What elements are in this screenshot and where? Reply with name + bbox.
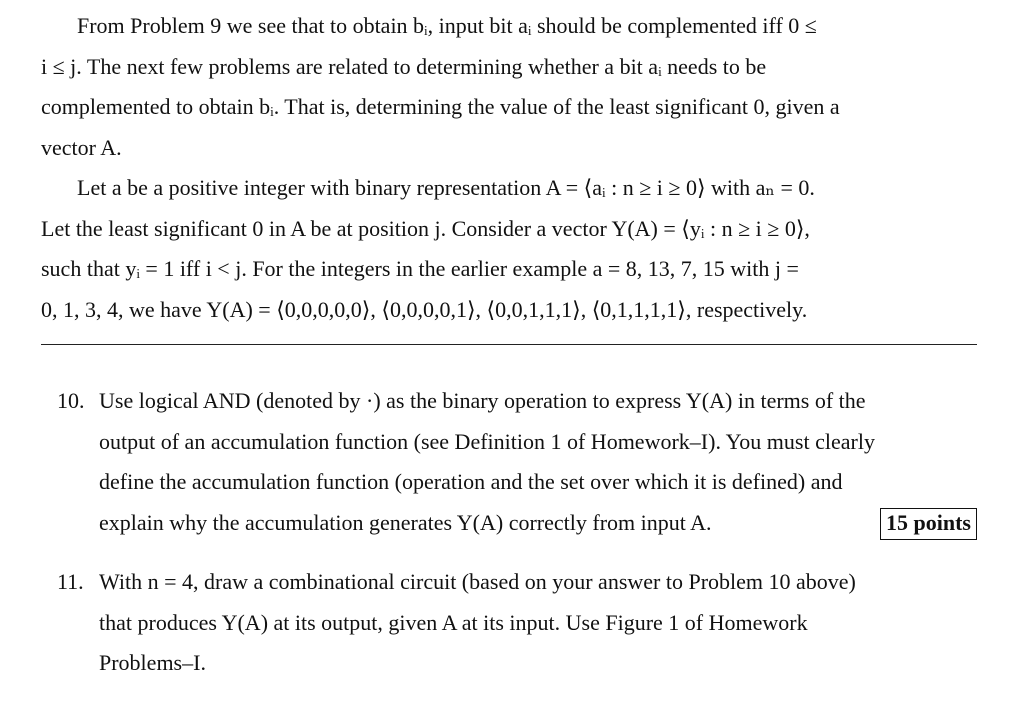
- points-badge: 15 points: [880, 508, 977, 540]
- text-line-with-points: [99, 503, 977, 544]
- text-line: explain why the accumulation generates Y(A) correctly from input A.: [99, 509, 712, 535]
- text-line: 0, 1, 3, 4, we have Y(A) = ⟨0,0,0,0,0⟩, ⟨0,0,0,0,1⟩, ⟨0,0,1,1,1⟩, ⟨0,1,1,1,1⟩, respectively.: [41, 296, 808, 322]
- text-line: output of an accumulation function (see Definition 1 of Homework–I). You must clearly: [99, 428, 875, 454]
- text-line: complemented to obtain bᵢ. That is, determining the value of the least significant 0, given a: [41, 94, 840, 119]
- paragraph-intro: [41, 6, 977, 168]
- text-line: Let a be a positive integer with binary representation A = ⟨aᵢ : n ≥ i ≥ 0⟩ with aₙ = 0.: [77, 175, 815, 200]
- problem-body: [99, 381, 977, 543]
- text-line: Use logical AND (denoted by ·) as the binary operation to express Y(A) in terms of the: [99, 388, 866, 413]
- text-line: define the accumulation function (operation and the set over which it is defined) and: [99, 469, 843, 494]
- text-line: Problems–I.: [99, 650, 206, 675]
- text-line: Let the least significant 0 in A be at position j. Consider a vector Y(A) = ⟨yᵢ : n ≥ i ≥ 0⟩,: [41, 215, 810, 241]
- paragraph-definition: [41, 168, 977, 330]
- problem-body: [99, 562, 977, 684]
- text-line: With n = 4, draw a combinational circuit (based on your answer to Problem 10 above): [99, 569, 856, 594]
- text-line: that produces Y(A) at its output, given A at its input. Use Figure 1 of Homework: [99, 609, 808, 635]
- text-line: From Problem 9 we see that to obtain bᵢ, input bit aᵢ should be complemented iff 0 ≤: [77, 13, 817, 38]
- horizontal-divider: [41, 344, 977, 345]
- text-line: such that yᵢ = 1 iff i < j. For the integers in the earlier example a = 8, 13, 7, 15 with j =: [41, 256, 799, 281]
- problem-number: 11.: [57, 569, 84, 594]
- text-line: i ≤ j. The next few problems are related to determining whether a bit aᵢ needs to be: [41, 53, 767, 79]
- problem-number: 10.: [57, 388, 85, 413]
- text-line: vector A.: [41, 134, 122, 160]
